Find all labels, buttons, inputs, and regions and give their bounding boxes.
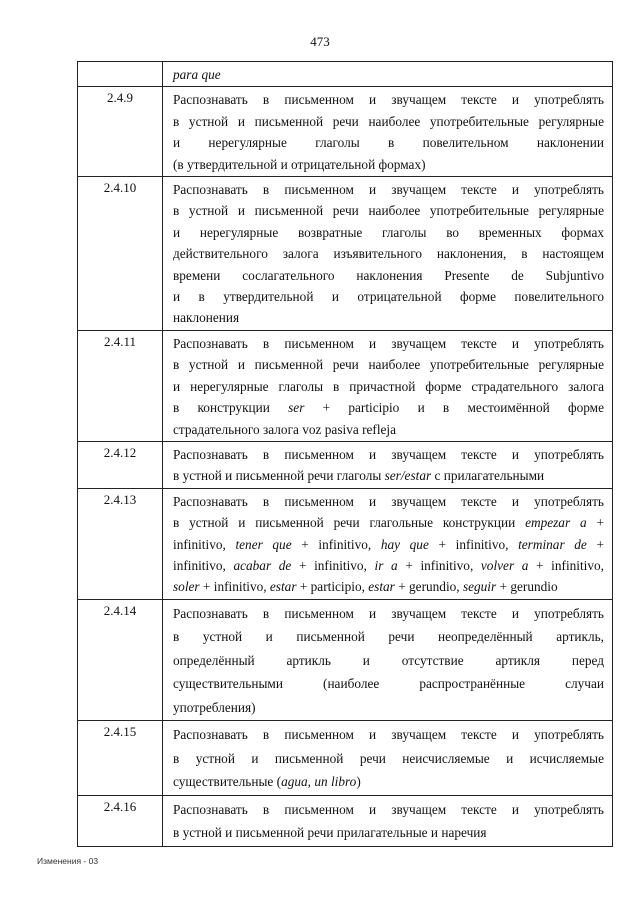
text-segment: времени сослагательного наклонения Presente de Subjuntivo <box>173 267 604 283</box>
item-description <box>163 330 613 441</box>
item-number: 2.4.14 <box>78 599 163 721</box>
item-description <box>163 87 613 177</box>
text-segment: в устной и письменной речи наиболее употребительные регулярные <box>173 113 604 129</box>
footer-revision: Изменения - 03 <box>37 856 99 866</box>
text-segment: Распознавать в письменном и звучащем тексте и употреблять <box>173 727 604 743</box>
table-body <box>78 62 613 847</box>
italic-term: agua, un libro <box>281 774 357 790</box>
table-row <box>78 87 613 177</box>
description-line <box>173 555 604 576</box>
description-line <box>173 444 604 465</box>
text-segment: и нерегулярные глаголы в причастной форме страдательного залога <box>173 378 604 394</box>
description-line <box>173 200 604 221</box>
item-description <box>163 488 613 599</box>
text-segment: наклонения <box>173 310 240 326</box>
text-segment: ) <box>356 774 361 790</box>
italic-term: tener que <box>235 536 292 552</box>
description-line <box>173 222 604 243</box>
text-segment: в устной и письменной речи наиболее употребительные регулярные <box>173 357 604 373</box>
text-segment: + <box>586 515 604 531</box>
text-segment: употребления) <box>173 699 256 715</box>
description-line <box>173 747 604 771</box>
text-segment: с прилагательными <box>431 468 545 484</box>
page-number: 473 <box>310 34 330 49</box>
item-number: 2.4.13 <box>78 488 163 599</box>
text-segment: + infinitivo, <box>397 557 481 573</box>
item-number: 2.4.11 <box>78 330 163 441</box>
description-line <box>173 154 604 175</box>
text-segment: + infinitivo, <box>291 557 375 573</box>
item-number: 2.4.10 <box>78 177 163 331</box>
italic-term: soler <box>173 579 200 595</box>
item-description <box>163 441 613 488</box>
description-line <box>173 419 604 440</box>
text-segment: в устной и письменной речи прилагательные и наречия <box>173 825 487 841</box>
item-description <box>163 599 613 721</box>
description-line <box>173 333 604 354</box>
description-line <box>173 696 604 720</box>
text-segment: Распознавать в письменном и звучащем тексте и употреблять <box>173 182 604 198</box>
text-segment: + gerundio, <box>394 579 463 595</box>
item-description <box>163 795 613 846</box>
italic-term: estar <box>368 579 395 595</box>
item-description <box>163 177 613 331</box>
text-segment: + infinitivo, <box>528 557 605 573</box>
description-line <box>173 179 604 200</box>
italic-term: estar <box>269 579 297 595</box>
description-line <box>173 649 604 673</box>
description-line <box>173 397 604 418</box>
italic-term: ser <box>288 400 305 416</box>
description-line <box>173 602 604 626</box>
text-segment: существительными (наиболее распространённые случаи <box>173 676 604 692</box>
text-segment: в устной и письменной речи наиболее употребительные регулярные <box>173 203 604 219</box>
item-description <box>163 62 613 87</box>
description-line <box>173 265 604 286</box>
table-row <box>78 795 613 846</box>
text-segment: существительные ( <box>173 774 282 790</box>
text-segment: Распознавать в письменном и звучащем тексте и употреблять <box>173 335 604 351</box>
italic-term: hay que <box>380 536 429 552</box>
table-row <box>78 441 613 488</box>
description-line <box>173 243 604 264</box>
text-segment: + infinitivo, <box>428 536 519 552</box>
item-number: 2.4.12 <box>78 441 163 488</box>
text-segment: Распознавать в письменном и звучащем тексте и употреблять <box>173 605 604 621</box>
text-segment: + participio, <box>296 579 369 595</box>
description-line <box>173 111 604 132</box>
italic-term: seguir <box>462 579 497 595</box>
table-row <box>78 330 613 441</box>
text-segment: определённый артикль и отсутствие артикля перед <box>173 652 604 668</box>
description-line <box>173 770 604 794</box>
text-segment: + <box>586 536 604 552</box>
text-segment: Распознавать в письменном и звучащем тексте и употреблять <box>173 92 604 108</box>
item-number: 2.4.9 <box>78 87 163 177</box>
text-segment: и нерегулярные возвратные глаголы во временных формах <box>173 224 604 240</box>
description-line <box>173 576 604 597</box>
description-line <box>173 491 604 512</box>
description-line <box>173 798 604 822</box>
description-line <box>173 512 604 533</box>
description-line <box>173 286 604 307</box>
italic-term: acabar de <box>233 557 292 573</box>
text-segment: + infinitivo, <box>199 579 270 595</box>
item-number <box>78 62 163 87</box>
item-number: 2.4.15 <box>78 721 163 796</box>
text-segment: Распознавать в письменном и звучащем тексте и употреблять <box>173 801 604 817</box>
description-line <box>173 354 604 375</box>
italic-term: ir a <box>374 557 398 573</box>
text-segment: + infinitivo, <box>291 536 381 552</box>
description-line <box>173 376 604 397</box>
item-number: 2.4.16 <box>78 795 163 846</box>
description-line <box>173 723 604 747</box>
text-segment: и нерегулярные глаголы в повелительном наклонении <box>173 135 604 151</box>
table-row <box>78 62 613 87</box>
text-segment: Распознавать в письменном и звучащем тексте и употреблять <box>173 446 604 462</box>
text-segment: + gerundio <box>496 579 558 595</box>
italic-term: para que <box>173 67 221 82</box>
description-line <box>173 534 604 555</box>
text-segment: в устной и письменной речи глагольные конструкции <box>173 515 526 531</box>
text-segment: страдательного залога voz pasiva refleja <box>173 421 397 437</box>
table-row <box>78 599 613 721</box>
italic-term: terminar de <box>518 536 587 552</box>
description-line <box>173 625 604 649</box>
description-line <box>173 821 604 845</box>
italic-term: empezar a <box>525 515 587 531</box>
text-segment: в устной и письменной речи глаголы <box>173 468 385 484</box>
description-line <box>173 465 604 486</box>
description-line <box>173 672 604 696</box>
text-segment: (в утвердительной и отрицательной формах) <box>173 156 426 172</box>
text-segment: и в утвердительной и отрицательной форме повелительного <box>173 289 604 305</box>
text-segment: Распознавать в письменном и звучащем тексте и употреблять <box>173 493 604 509</box>
description-line <box>173 89 604 110</box>
italic-term: volver a <box>480 557 529 573</box>
description-line <box>173 132 604 153</box>
content-table <box>77 61 613 847</box>
text-segment: в устной и письменной речи неопределённый артикль, <box>173 629 604 645</box>
table-row <box>78 177 613 331</box>
italic-term: ser/estar <box>384 468 432 484</box>
text-segment: действительного залога изъявительного наклонения, в настоящем <box>173 246 604 262</box>
text-segment: в устной и письменной речи неисчисляемые и исчисляемые <box>173 750 604 766</box>
item-description <box>163 721 613 796</box>
text-segment: + participio и в местоимённой форме <box>304 400 604 416</box>
text-segment: infinitivo, <box>173 536 236 552</box>
text-segment: в конструкции <box>173 400 289 416</box>
description-line <box>173 64 604 85</box>
description-line <box>173 307 604 328</box>
text-segment: infinitivo, <box>173 557 234 573</box>
table-row <box>78 488 613 599</box>
table-row <box>78 721 613 796</box>
